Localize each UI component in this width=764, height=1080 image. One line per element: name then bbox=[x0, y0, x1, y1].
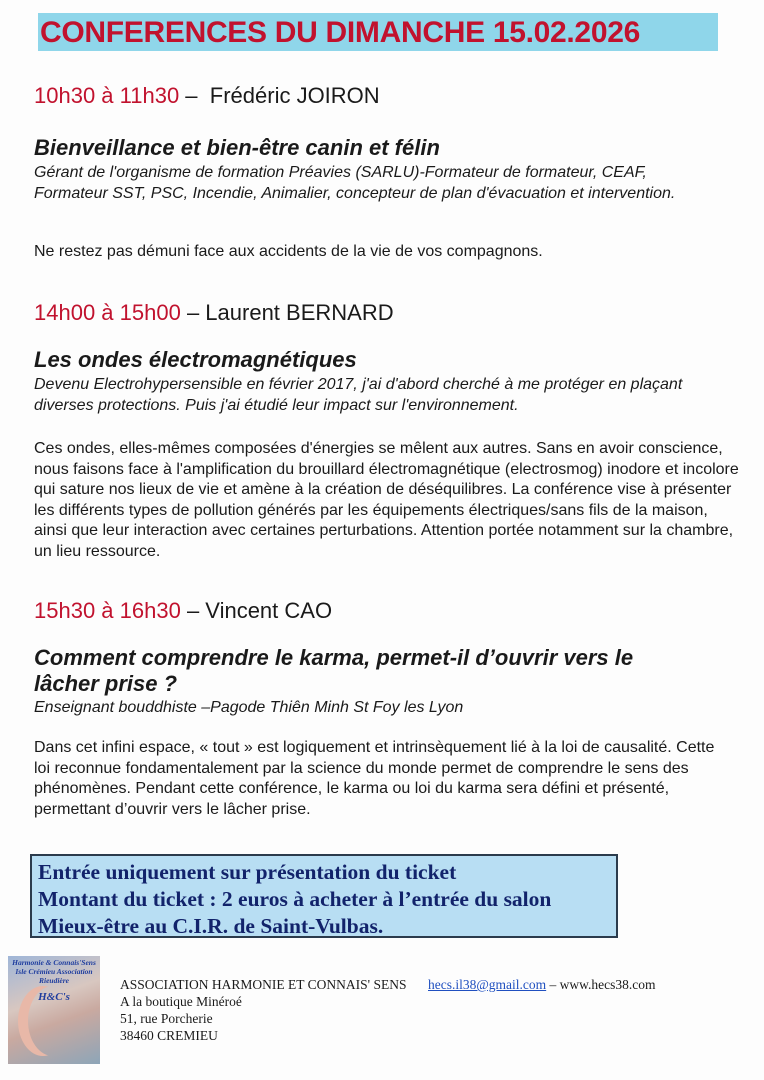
ticket-info-box bbox=[30, 854, 618, 938]
email-link[interactable]: hecs.il38@gmail.com bbox=[428, 977, 547, 992]
website-link[interactable]: www.hecs38.com bbox=[559, 977, 656, 992]
separator: – bbox=[180, 598, 206, 623]
talk-time: 14h00 à 15h00 bbox=[34, 300, 181, 325]
talk-description: Ne restez pas démuni face aux accidents de la vie de vos compagnons. bbox=[34, 243, 543, 260]
talk-title: Les ondes électromagnétiques bbox=[34, 347, 357, 372]
talk-1-heading bbox=[34, 83, 380, 109]
talk-title: Bienveillance et bien-être canin et félin bbox=[34, 135, 440, 160]
address-line: 51, rue Porcherie bbox=[120, 1011, 213, 1026]
ticket-line-3: Mieux-être au C.I.R. de Saint-Vulbas. bbox=[38, 914, 384, 938]
talk-3-heading bbox=[34, 598, 332, 624]
talk-time: 10h30 à 11h30 bbox=[34, 83, 180, 108]
footer-contact bbox=[428, 976, 656, 993]
talk-time: 15h30 à 16h30 bbox=[34, 598, 181, 623]
separator: – bbox=[179, 83, 210, 108]
separator: – bbox=[546, 977, 560, 992]
talk-title: Comment comprendre le karma, permet-il d’ouvrir vers le lâcher prise ? bbox=[34, 645, 634, 696]
ticket-line-1: Entrée uniquement sur présentation du ticket bbox=[38, 860, 457, 884]
address-line: 38460 CREMIEU bbox=[120, 1028, 218, 1043]
footer-address bbox=[120, 976, 406, 1044]
address-line: A la boutique Minéroé bbox=[120, 994, 242, 1009]
logo-initials: H&C's bbox=[38, 991, 70, 1003]
ticket-line-2: Montant du ticket : 2 euros à acheter à l’entrée du salon bbox=[38, 887, 552, 911]
talk-description: Ces ondes, elles-mêmes composées d'énergies se mêlent aux autres. Sans en avoir conscience, nous faisons face à l'amplification du brouillard électromagnétique (electrosmog) inodore et incolore qui sature nos lieux de vie et amène à la création de déséquilibres. La conférence vise à présenter les différents types de pollution générés par les équipements électriques/sans fils de la maison, ainsi que leur interaction avec certaines perturbations. Attention portée notamment sur la chambre, un lieu ressource. bbox=[34, 440, 739, 560]
logo-text: Harmonie & Connais'Sens Isle Crémieu Association Rieudière bbox=[12, 958, 96, 985]
talk-speaker-bio: Devenu Electrohypersensible en février 2017, j'ai d'abord cherché à me protéger en plaçant diverses protections. Puis j'ai étudié leur impact sur l'environnement. bbox=[34, 376, 683, 414]
speaker-name: Laurent BERNARD bbox=[205, 300, 394, 325]
speaker-name: Vincent CAO bbox=[205, 598, 333, 623]
association-logo bbox=[8, 956, 100, 1064]
org-name: ASSOCIATION HARMONIE ET CONNAIS' SENS bbox=[120, 977, 407, 992]
talk-speaker-bio: Gérant de l'organisme de formation Préavies (SARLU)-Formateur de formateur, CEAF, Formateur SST, PSC, Incendie, Animalier, concepteur de plan d'évacuation et intervention. bbox=[34, 164, 676, 202]
talk-description: Dans cet infini espace, « tout » est logiquement et intrinsèquement lié à la loi de causalité. Cette loi reconnue fondamentalement par la science du monde permet de comprendre le sens des phénomènes. Pendant cette conférence, le karma ou loi du karma sera défini et présenté, permettant d’ouvrir vers le lâcher prise. bbox=[34, 739, 715, 818]
speaker-name: Frédéric JOIRON bbox=[209, 83, 380, 108]
separator: – bbox=[180, 300, 206, 325]
page-title: CONFERENCES DU DIMANCHE 15.02.2026 bbox=[40, 16, 640, 49]
talk-2-heading bbox=[34, 300, 394, 326]
talk-speaker-bio: Enseignant bouddhiste –Pagode Thiên Minh St Foy les Lyon bbox=[34, 699, 464, 716]
